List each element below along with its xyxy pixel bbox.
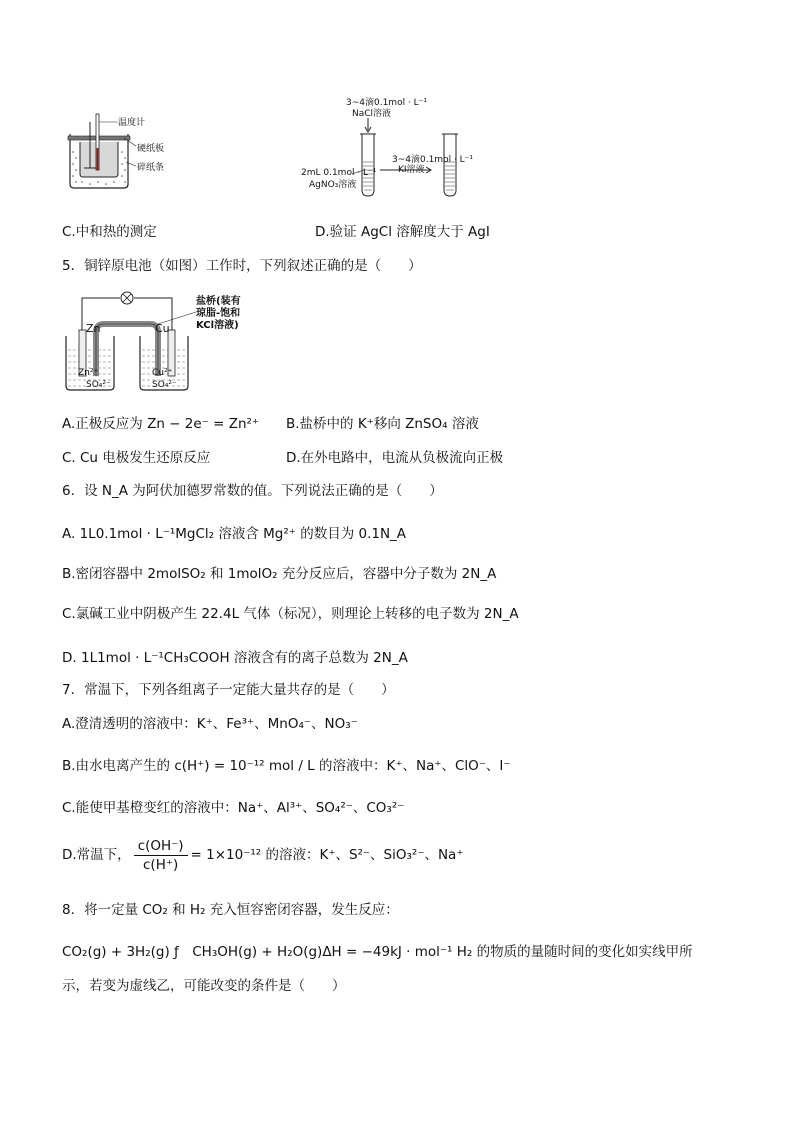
thermometer-label: 温度计 [118, 118, 146, 128]
q7-option-d-suffix: = 1×10⁻¹² 的溶液：K⁺、S²⁻、SiO₃²⁻、Na⁺ [190, 847, 464, 863]
q7-option-d [62, 836, 463, 874]
nacl-drops-label-2: NaCl溶液 [352, 109, 392, 119]
q6-option-d: D. 1L1mol · L⁻¹CH₃COOH 溶液含有的离子总数为 2N_A [62, 650, 408, 666]
fraction-denominator: c(H⁺) [143, 856, 179, 873]
paper-scrap-label: 碎纸条 [137, 163, 165, 173]
ki-drops-label-1: 3~4滴0.1mol · L⁻¹ [392, 155, 474, 165]
q6-option-b: B.密闭容器中 2molSO₂ 和 1molO₂ 充分反应后，容器中分子数为 2N_A [62, 566, 497, 582]
q7-option-d-fraction [134, 837, 188, 874]
q7-option-b: B.由水电离产生的 c(H⁺) = 10⁻¹² mol / L 的溶液中：K⁺、Na⁺、ClO⁻、I⁻ [62, 758, 511, 774]
q6-option-c: C.氯碱工业中阴极产生 22.4L 气体（标况），则理论上转移的电子数为 2N_A [62, 606, 519, 622]
salt-bridge-label-3: KCl溶液) [196, 320, 239, 331]
zn-electrode-label: Zn [86, 322, 101, 335]
zn-ion-label: Zn²⁺ [78, 368, 99, 378]
salt-bridge-label-1: 盐桥(装有 [196, 296, 241, 307]
q5-option-d: D.在外电路中，电流从负极流向正极 [286, 450, 504, 466]
q7-stem: 7．常温下，下列各组离子一定能大量共存的是（ ） [62, 682, 395, 698]
salt-bridge-label-2: 琼脂-饱和 [196, 308, 241, 319]
q4-option-d-caption: D.验证 AgCl 溶解度大于 AgI [315, 224, 490, 240]
q5-option-c: C. Cu 电极发生还原反应 [62, 450, 211, 466]
q8-equation: CO₂(g) + 3H₂(g) ƒ CH₃OH(g) + H₂O(g)ΔH = −49kJ · mol⁻¹ H₂ 的物质的量随时间的变化如实线甲所 [62, 944, 693, 960]
q6-option-a: A. 1L0.1mol · L⁻¹MgCl₂ 溶液含 Mg²⁺ 的数目为 0.1N_A [62, 526, 407, 542]
q7-option-c: C.能使甲基橙变红的溶液中：Na⁺、Al³⁺、SO₄²⁻、CO₃²⁻ [62, 800, 405, 816]
q8-stem: 8．将一定量 CO₂ 和 H₂ 充入恒容密闭容器，发生反应： [62, 902, 399, 918]
so4-left-label: SO₄²⁻ [86, 380, 111, 390]
ki-drops-label-2: KI溶液 [398, 165, 425, 175]
q6-stem: 6．设 N_A 为阿伏加德罗常数的值。下列说法正确的是（ ） [62, 483, 443, 499]
q5-option-b: B.盐桥中的 K⁺移向 ZnSO₄ 溶液 [286, 416, 479, 432]
cardboard-label: 硬纸板 [137, 144, 165, 154]
q5-option-a: A.正极反应为 Zn − 2e⁻ = Zn²⁺ [62, 416, 260, 432]
cu-electrode-label: Cu [155, 322, 170, 335]
agno3-label-1: 2mL 0.1mol · L⁻¹ [301, 168, 377, 178]
q8-continuation: 示，若变为虚线乙，可能改变的条件是（ ） [62, 978, 346, 994]
q5-stem: 5．铜锌原电池（如图）工作时，下列叙述正确的是（ ） [62, 258, 422, 274]
q7-option-a: A.澄清透明的溶液中：K⁺、Fe³⁺、MnO₄⁻、NO₃⁻ [62, 716, 358, 732]
agno3-label-2: AgNO₃溶液 [309, 180, 357, 190]
so4-right-label: SO₄²⁻ [152, 380, 177, 390]
q7-option-d-prefix: D.常温下， [62, 847, 131, 863]
q4-option-c-caption: C.中和热的测定 [62, 224, 157, 240]
nacl-drops-label-1: 3~4滴0.1mol · L⁻¹ [346, 98, 428, 108]
fraction-numerator: c(OH⁻) [134, 837, 188, 856]
cu-ion-label: Cu²⁺ [152, 368, 173, 378]
